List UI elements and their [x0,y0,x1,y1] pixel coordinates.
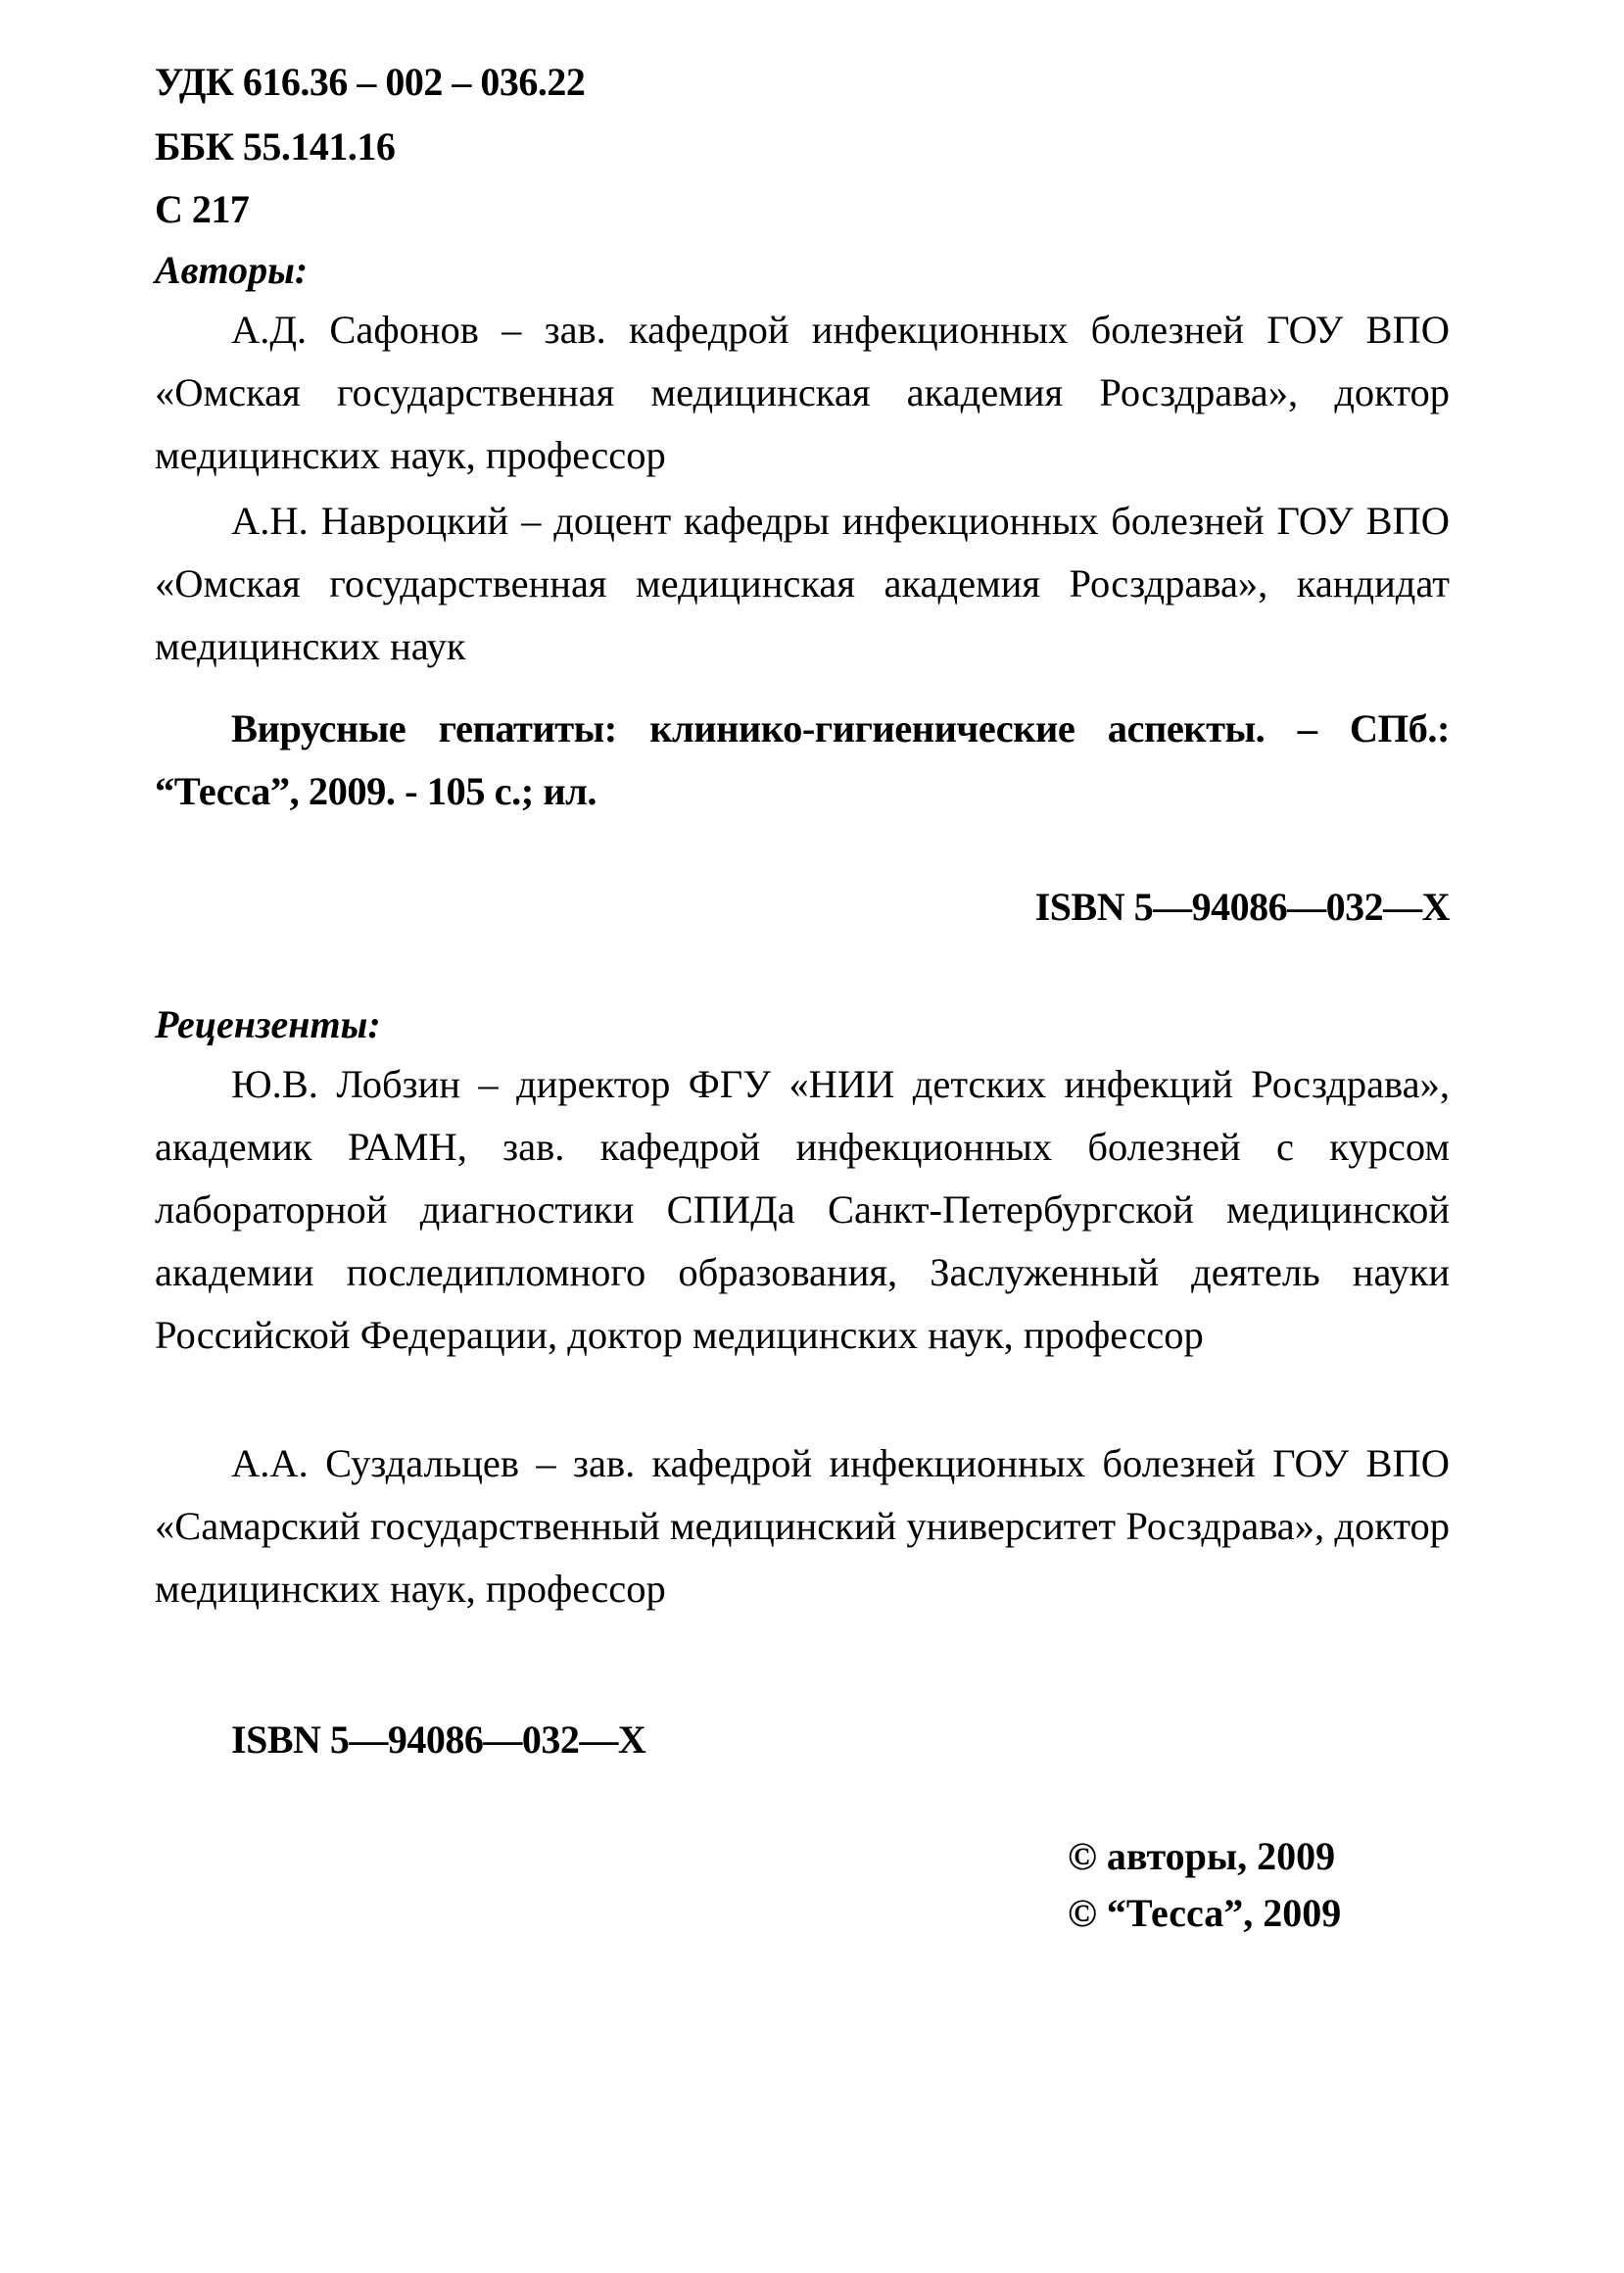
book-citation: Вирусные гепатиты: клинико-гигиенические аспекты. – СПб.: “Тесса”, 2009. - 105 с.; ил. [155,706,1450,813]
copyright-authors: © авторы, 2009 [1068,1834,1336,1878]
authors-heading: Авторы: [155,248,309,292]
bbk-code: ББК 55.141.16 [155,124,396,169]
reviewer-entry-suzdaltsev: А.А. Суздальцев – зав. кафедрой инфекционных болезней ГОУ ВПО «Самарский государственный медицинский университет Росздрава», доктор медицинских наук, профессор [155,1441,1450,1611]
udk-code: УДК 616.36 – 002 – 036.22 [155,60,586,104]
copyright-publisher: © “Тесса”, 2009 [1068,1891,1342,1935]
author-entry-safonov: А.Д. Сафонов – зав. кафедрой инфекционных болезней ГОУ ВПО «Омская государственная медицинская академия Росздрава», доктор медицинских наук, профессор [155,308,1450,477]
author-entry-navrotsky: А.Н. Навроцкий – доцент кафедры инфекционных болезней ГОУ ВПО «Омская государственная медицинская академия Росздрава», кандидат медицинских наук [155,499,1450,668]
isbn-secondary: ISBN 5—94086—032—X [231,1717,646,1762]
reviewer-entry-lobzin: Ю.В. Лобзин – директор ФГУ «НИИ детских инфекций Росздрава», академик РАМН, зав. кафедрой инфекционных болезней с курсом лабораторной диагностики СПИДа Санкт-Петербургской медицинской академии последипломного образования, Заслуженный деятель науки Российской Федерации, доктор медицинских наук, профессор [155,1062,1450,1357]
reviewers-heading: Рецензенты: [155,1002,381,1046]
author-mark: С 217 [155,187,250,231]
isbn-primary: ISBN 5—94086—032—X [1034,885,1450,929]
